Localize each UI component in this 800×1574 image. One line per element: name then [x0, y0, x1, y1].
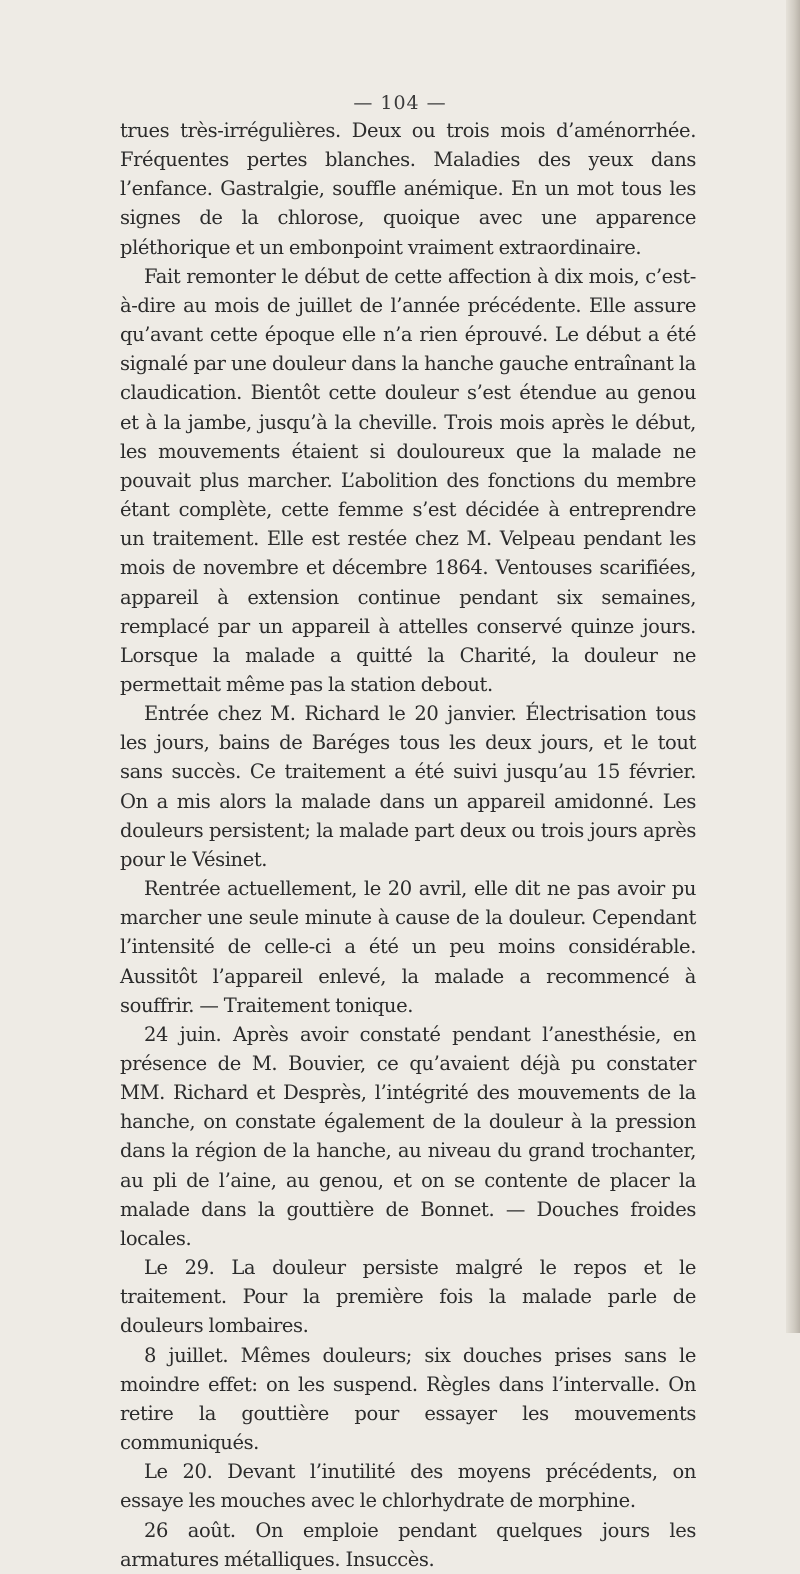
paragraph: Le 29. La douleur persiste malgré le repos et le traitement. Pour la première fois la malade parle de douleurs lombaires. [120, 1256, 696, 1338]
paragraph: Entrée chez M. Richard le 20 janvier. Électrisation tous les jours, bains de Baréges tous les deux jours, et le tout sans succès. Ce traitement a été suivi jusqu’au 15 février. On a mis alors la malade dans un appareil amidonné. Les douleurs persistent; la malade part deux ou trois jours après pour le Vésinet. [120, 702, 696, 871]
paragraph: trues très-irrégulières. Deux ou trois mois d’aménorrhée. Fréquentes pertes blanches. Maladies des yeux dans l’enfance. Gastralgie, souffle anémique. En un mot tous les signes de la chlorose, quoique avec une apparence pléthorique et un embonpoint vraiment extraordinaire. [120, 119, 696, 259]
paragraph: 26 août. On emploie pendant quelques jours les armatures métalliques. Insuccès. [120, 1518, 696, 1571]
page-number: — 104 — [353, 92, 447, 114]
paragraph: Le 20. Devant l’inutilité des moyens précédents, on essaye les mouches avec le chlorhydrate de morphine. [120, 1460, 696, 1513]
page-edge-shadow [786, 0, 800, 1333]
paragraph: Fait remonter le début de cette affection à dix mois, c’est-à-dire au mois de juillet de l’année précédente. Elle assure qu’avant cette époque elle n’a rien éprouvé. Le début a été signalé par une douleur dans la hanche gauche entraînant la claudication. Bientôt cette douleur s’est étendue au genou et à la jambe, jusqu’à la cheville. Trois mois après le début, les mouvements étaient si douloureux que la malade ne pouvait plus marcher. L’abolition des fonctions du membre étant complète, cette femme s’est décidée à entreprendre un traitement. Elle est restée chez M. Velpeau pendant les mois de novembre et décembre 1864. Ventouses scarifiées, appareil à extension continue pendant six semaines, remplacé par un appareil à attelles conservé quinze jours. Lorsque la malade a quitté la Charité, la douleur ne permettait même pas la station debout. [120, 264, 696, 696]
paragraph: 8 juillet. Mêmes douleurs; six douches prises sans le moindre effet: on les suspend. Règles dans l’intervalle. On retire la gouttière pour essayer les mouvements communiqués. [120, 1343, 696, 1455]
paragraph: 24 juin. Après avoir constaté pendant l’anesthésie, en présence de M. Bouvier, ce qu’avaient déjà pu constater MM. Richard et Desprès, l’intégrité des mouvements de la hanche, on constate également de la douleur à la pression dans la région de la hanche, au niveau du grand trochanter, au pli de l’aine, au genou, et on se contente de placer la malade dans la gouttière de Bonnet. — Douches froides locales. [120, 1022, 696, 1250]
paragraph: Rentrée actuellement, le 20 avril, elle dit ne pas avoir pu marcher une seule minute à cause de la douleur. Cependant l’intensité de celle-ci a été un peu moins considérable. Aussitôt l’appareil enlevé, la malade a recommencé à souffrir. — Traitement tonique. [120, 877, 696, 1017]
body-text [120, 116, 696, 1574]
